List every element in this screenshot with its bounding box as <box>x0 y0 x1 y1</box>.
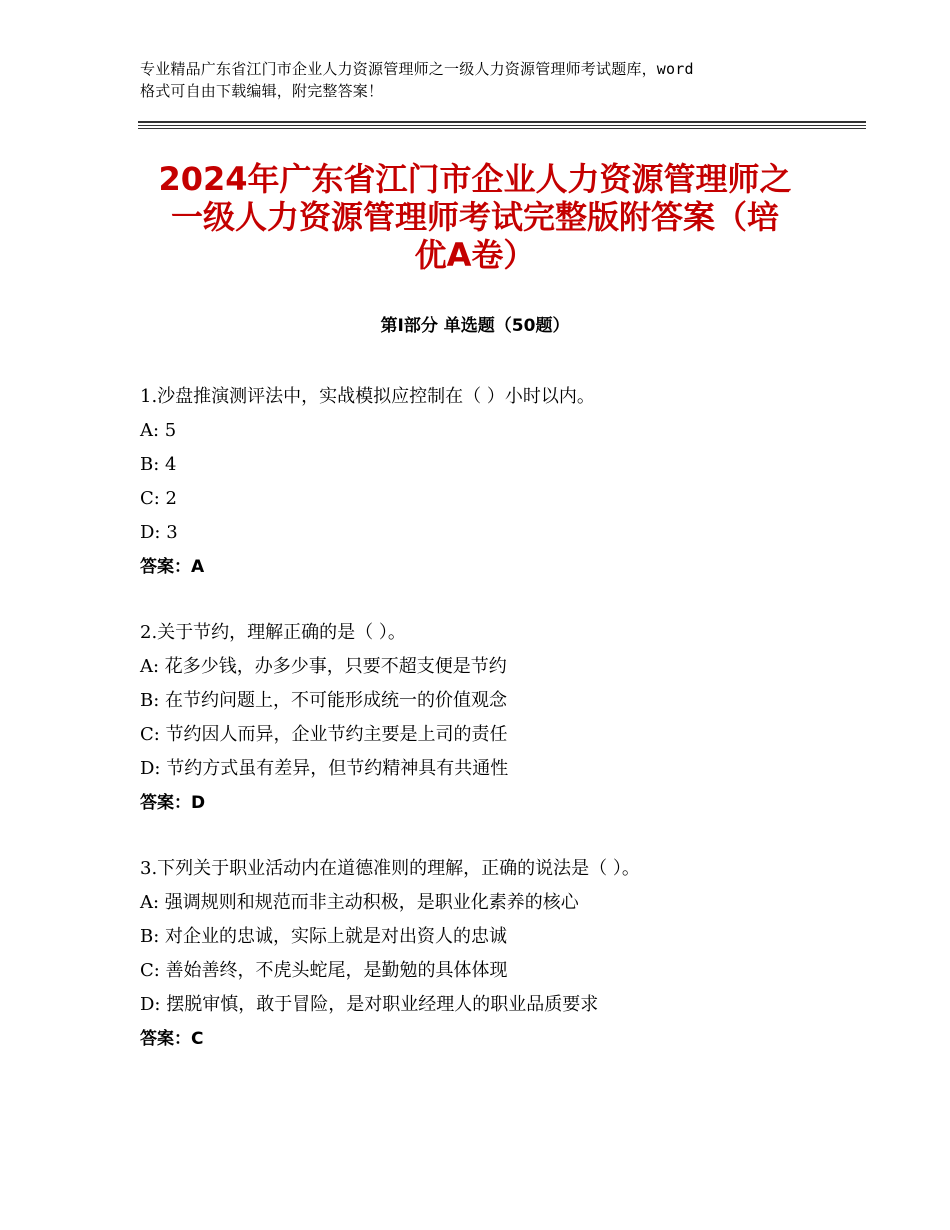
option-d: D: 节约方式虽有差异，但节约精神具有共通性 <box>140 758 509 779</box>
option-a: A: 5 <box>140 420 177 441</box>
document-title-line-3: 优A卷） <box>414 236 536 274</box>
question-2 <box>140 616 860 820</box>
answer: 答案：D <box>140 793 206 813</box>
option-c: C: 节约因人而异，企业节约主要是上司的责任 <box>140 724 508 745</box>
document-title-line-1: 2024年广东省江门市企业人力资源管理师之 <box>158 160 792 198</box>
document-title <box>135 160 815 274</box>
option-b: B: 对企业的忠诚，实际上就是对出资人的忠诚 <box>140 926 508 947</box>
header-rule-thin-2 <box>138 128 866 129</box>
option-c: C: 善始善终，不虎头蛇尾，是勤勉的具体体现 <box>140 960 508 981</box>
answer: 答案：A <box>140 557 205 577</box>
question-stem: 1.沙盘推演测评法中，实战模拟应控制在（ ）小时以内。 <box>140 386 595 407</box>
document-title-line-2: 一级人力资源管理师考试完整版附答案（培 <box>170 198 779 236</box>
option-b: B: 4 <box>140 454 177 475</box>
header-note-line-1: 专业精品广东省江门市企业人力资源管理师之一级人力资源管理师考试题库，word <box>140 60 694 78</box>
question-stem: 3.下列关于职业活动内在道德准则的理解，正确的说法是（ ）。 <box>140 858 640 879</box>
section-heading: 第Ⅰ部分 单选题（50题） <box>380 316 570 336</box>
question-3 <box>140 852 860 1056</box>
option-c: C: 2 <box>140 488 178 509</box>
option-a: A: 花多少钱，办多少事，只要不超支便是节约 <box>140 656 507 677</box>
question-list <box>140 380 860 1088</box>
header-rule-thin-1 <box>138 125 866 126</box>
question-1 <box>140 380 860 584</box>
option-a: A: 强调规则和规范而非主动积极，是职业化素养的核心 <box>140 892 579 913</box>
header-note <box>140 58 840 102</box>
option-d: D: 摆脱审慎，敢于冒险，是对职业经理人的职业品质要求 <box>140 994 599 1015</box>
option-d: D: 3 <box>140 522 178 543</box>
option-b: B: 在节约问题上，不可能形成统一的价值观念 <box>140 690 508 711</box>
header-rule-thick <box>138 121 866 123</box>
answer: 答案：C <box>140 1029 204 1049</box>
header-note-line-2: 格式可自由下载编辑，附完整答案！ <box>140 82 384 100</box>
question-stem: 2.关于节约，理解正确的是（ ）。 <box>140 622 406 643</box>
